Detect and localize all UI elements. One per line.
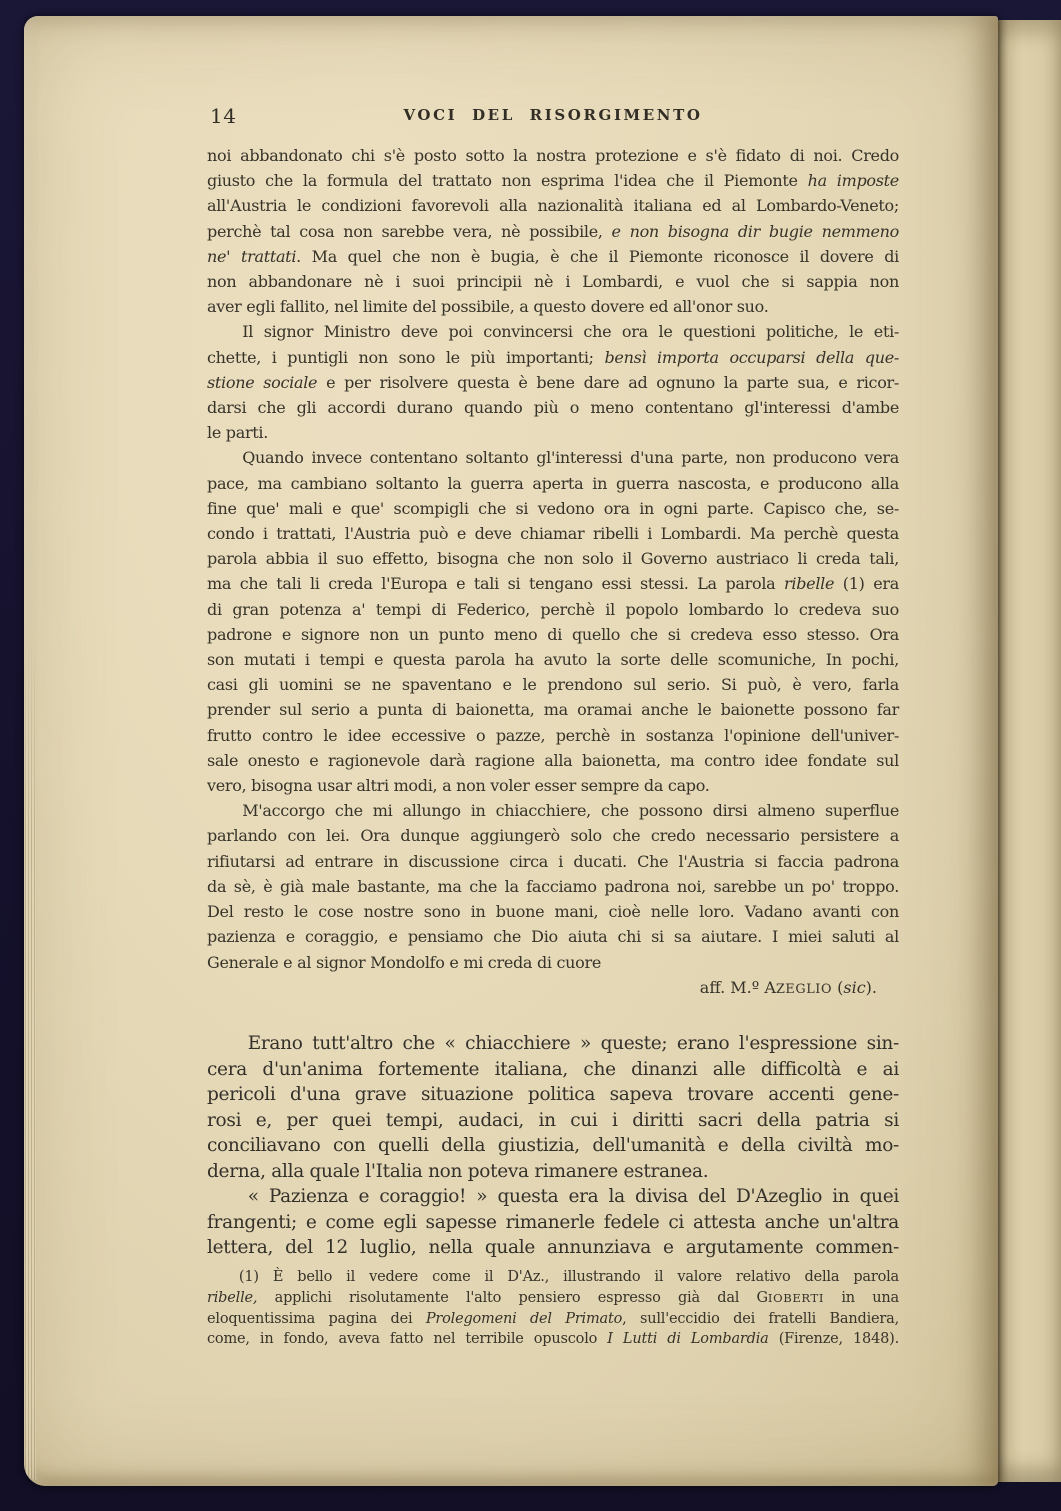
text-segment: ( bbox=[832, 978, 844, 997]
page-stack-edges bbox=[25, 627, 36, 1480]
letter-body bbox=[207, 143, 899, 975]
text-segment: (1) era bbox=[834, 574, 899, 594]
text-segment: padrone e signore non un punto meno di quello che si credeva esso stesso. Ora bbox=[207, 624, 899, 644]
text-segment: darsi che gli accordi durano quando più o meno contentano gl'interessi d'ambe bbox=[207, 398, 899, 418]
text-line bbox=[207, 219, 899, 244]
text-line bbox=[207, 723, 899, 748]
text-segment: A bbox=[764, 978, 776, 997]
text-line bbox=[207, 849, 899, 874]
text-line bbox=[207, 395, 899, 420]
text-segment: Quando invece contentano soltanto gl'interessi d'una parte, non producono vera bbox=[242, 448, 899, 468]
text-segment: Prolegomeni del Primato bbox=[425, 1310, 623, 1327]
footnote-text bbox=[207, 1267, 899, 1350]
text-line bbox=[207, 622, 899, 647]
text-segment: Il signor Ministro deve poi convincersi che ora le questioni politiche, le eti- bbox=[242, 322, 899, 342]
text-line bbox=[207, 445, 899, 470]
text-segment: le parti. bbox=[207, 423, 269, 443]
text-segment: M'accorgo che mi allungo in chiacchiere, che possono dirsi almeno superflue bbox=[242, 801, 899, 821]
text-segment: in una bbox=[824, 1289, 899, 1306]
text-segment: perchè tal cosa non sarebbe vera, nè possibile, bbox=[207, 221, 612, 241]
text-line bbox=[207, 1108, 899, 1134]
text-line bbox=[207, 748, 899, 773]
text-line bbox=[207, 1267, 899, 1288]
text-segment: casi gli uomini se ne spaventano e le prendono sul serio. Si può, è vero, farla bbox=[207, 675, 899, 695]
text-line bbox=[207, 521, 899, 546]
text-segment: vero, bisogna usar altri modi, a non voler esser sempre da capo. bbox=[207, 776, 710, 796]
text-segment: (1) È bello il vedere come il D'Az., illustrando il valore relativo della parola bbox=[238, 1269, 899, 1285]
commentary-text bbox=[207, 1031, 899, 1261]
text-line bbox=[207, 1210, 899, 1236]
text-line bbox=[207, 1184, 899, 1210]
text-line bbox=[207, 143, 899, 168]
text-line bbox=[207, 874, 899, 899]
text-segment: Del resto le cose nostre sono in buone mani, cioè nelle loro. Vadano avanti con bbox=[207, 902, 899, 922]
text-segment: pericoli d'una grave situazione politica sapeva trovare accenti gene- bbox=[207, 1084, 899, 1105]
text-segment: cera d'un'anima fortemente italiana, che dinanzi alle difficoltà e ai bbox=[207, 1058, 899, 1080]
text-line bbox=[207, 244, 899, 269]
text-segment: prender sul serio a punta di baionetta, ma oramai anche le baionette possono far bbox=[207, 700, 899, 720]
text-segment: ). bbox=[865, 978, 877, 997]
text-line bbox=[207, 496, 899, 521]
text-line bbox=[207, 1057, 899, 1083]
text-segment: rosi e, per quei tempi, audaci, in cui i diritti sacri della patria si bbox=[207, 1109, 899, 1131]
text-segment: son mutati i tempi e questa parola ha avuto la sorte delle scomuniche, In pochi, bbox=[207, 650, 899, 670]
text-line bbox=[207, 319, 899, 344]
text-segment: applichi risolutamente l'alto pensiero espresso già dal G bbox=[257, 1289, 768, 1306]
text-segment: giusto che la formula del trattato non esprima l'idea che il Piemonte bbox=[207, 171, 808, 191]
text-segment: parola abbia il suo effetto, bisogna che non solo il Governo austriaco li creda tali, bbox=[207, 549, 899, 569]
text-segment: aff. M.º bbox=[699, 978, 765, 997]
text-segment: stione sociale bbox=[207, 372, 318, 392]
text-line bbox=[207, 168, 899, 193]
text-segment: sale onesto e ragionevole darà ragione alla baionetta, ma contro idee fondate sul bbox=[207, 750, 899, 770]
text-segment: frangenti; e come egli sapesse rimanerle fedele ci attesta anche un'altra bbox=[207, 1211, 899, 1233]
text-segment: rifiutarsi ad entrare in discussione circa i ducati. Che l'Austria si faccia padrona bbox=[207, 851, 899, 871]
text-line bbox=[207, 647, 899, 672]
running-header: VOCI DEL RISORGIMENTO bbox=[403, 106, 703, 124]
text-segment: ribelle bbox=[784, 574, 835, 594]
text-line bbox=[207, 597, 899, 622]
text-line bbox=[207, 1031, 899, 1057]
text-line bbox=[207, 1159, 899, 1185]
letter-signature bbox=[207, 975, 899, 1002]
text-line bbox=[207, 950, 899, 975]
text-segment: parlando con lei. Ora dunque aggiungerò solo che credo necessario persistere a bbox=[207, 826, 899, 846]
next-page-edge bbox=[997, 20, 1061, 1482]
text-line bbox=[207, 1329, 899, 1350]
text-segment: conciliavano con quelli della giustizia, dell'umanità e della civiltà mo- bbox=[207, 1135, 899, 1156]
text-line bbox=[207, 345, 899, 370]
text-segment: lettera, del 12 luglio, nella quale annunziava e argutamente commen- bbox=[207, 1237, 899, 1258]
text-segment: e per risolvere questa è bene dare ad ognuno la parte sua, e ricor- bbox=[317, 372, 899, 392]
text-segment: . Ma quel che non è bugia, è che il Piemonte riconosce il dovere di bbox=[296, 246, 899, 266]
text-segment: Generale e al signor Mondolfo e mi creda di cuore bbox=[207, 952, 602, 972]
text-line bbox=[207, 1288, 899, 1309]
text-line bbox=[207, 975, 899, 1002]
text-line bbox=[207, 269, 899, 294]
text-segment: da sè, è già male bastante, ma che la facciamo padrona noi, sarebbe un po' troppo. bbox=[207, 876, 899, 896]
text-segment: fine que' mali e que' scompigli che si vedono ora in ogni parte. Capisco che, se- bbox=[207, 498, 899, 518]
text-segment: , sull'eccidio dei fratelli Bandiera, bbox=[622, 1310, 900, 1327]
text-segment: derna, alla quale l'Italia non poteva rimanere estranea. bbox=[207, 1160, 709, 1182]
text-segment: Erano tutt'altro che « chiacchiere » queste; erano l'espressione sin- bbox=[247, 1033, 899, 1054]
text-segment: pace, ma cambiano soltanto la guerra aperta in guerra nascosta, e producono alla bbox=[207, 473, 899, 493]
page-header bbox=[207, 103, 899, 129]
text-segment: (Firenze, 1848). bbox=[768, 1331, 899, 1348]
text-line bbox=[207, 924, 899, 949]
text-line bbox=[207, 571, 899, 596]
text-segment: aver egli fallito, nel limite del possibile, a questo dovere ed all'onor suo. bbox=[207, 297, 769, 317]
text-line bbox=[207, 1133, 899, 1159]
text-line bbox=[207, 420, 899, 445]
text-segment: eloquentissima pagina dei bbox=[207, 1310, 426, 1327]
book-page bbox=[24, 16, 998, 1486]
text-line bbox=[207, 294, 899, 319]
text-segment: noi abbandonato chi s'è posto sotto la nostra protezione e s'è fidato di noi. Credo bbox=[207, 146, 899, 165]
text-segment: sic bbox=[843, 978, 866, 997]
text-segment: ribelle, bbox=[207, 1289, 258, 1306]
text-segment: non abbandonare nè i suoi principii nè i Lombardi, e vuol che si sappia non bbox=[207, 272, 899, 292]
text-segment: ma che tali li creda l'Europa e tali si tengano essi stessi. La parola bbox=[207, 574, 785, 594]
text-segment: condo i trattati, l'Austria può e deve chiamar ribelli i Lombardi. Ma perchè questa bbox=[207, 524, 899, 544]
text-segment: frutto contro le idee eccessive o pazze, perchè in sostanza l'opinione dell'univer- bbox=[207, 725, 899, 745]
text-line bbox=[207, 1309, 899, 1330]
text-segment: « Pazienza e coraggio! » questa era la divisa del D'Azeglio in quei bbox=[247, 1186, 899, 1207]
text-segment: I Lutti di Lombardia bbox=[607, 1331, 769, 1348]
page-number: 14 bbox=[210, 104, 237, 128]
text-line bbox=[207, 471, 899, 496]
text-segment: chette, i puntigli non sono le più importanti; bbox=[207, 347, 605, 367]
text-segment: bensì importa occuparsi della que- bbox=[604, 347, 900, 367]
text-segment: all'Austria le condizioni favorevoli alla nazionalità italiana ed al Lombardo-Veneto; bbox=[207, 196, 899, 216]
text-segment: ne' trattati bbox=[207, 246, 297, 266]
text-line bbox=[207, 193, 899, 218]
text-line bbox=[207, 823, 899, 848]
text-segment: pazienza e coraggio, e pensiamo che Dio aiuta chi si sa aiutare. I miei saluti al bbox=[207, 927, 899, 947]
text-segment: di gran potenza a' tempi di Federico, perchè il popolo lombardo lo credeva suo bbox=[207, 599, 899, 619]
text-segment: come, in fondo, aveva fatto nel terribile opuscolo bbox=[207, 1331, 608, 1348]
text-line bbox=[207, 773, 899, 798]
text-segment: ha imposte bbox=[807, 171, 899, 191]
text-line bbox=[207, 1082, 899, 1108]
text-segment: ZEGLIO bbox=[775, 982, 833, 997]
text-line bbox=[207, 697, 899, 722]
text-segment: e non bisogna dir bugie nemmeno bbox=[611, 221, 899, 241]
text-line bbox=[207, 672, 899, 697]
text-line bbox=[207, 899, 899, 924]
text-line bbox=[207, 370, 899, 395]
text-line bbox=[207, 798, 899, 823]
text-line bbox=[207, 546, 899, 571]
text-line bbox=[207, 1235, 899, 1261]
text-segment: IOBERTI bbox=[767, 1290, 825, 1305]
